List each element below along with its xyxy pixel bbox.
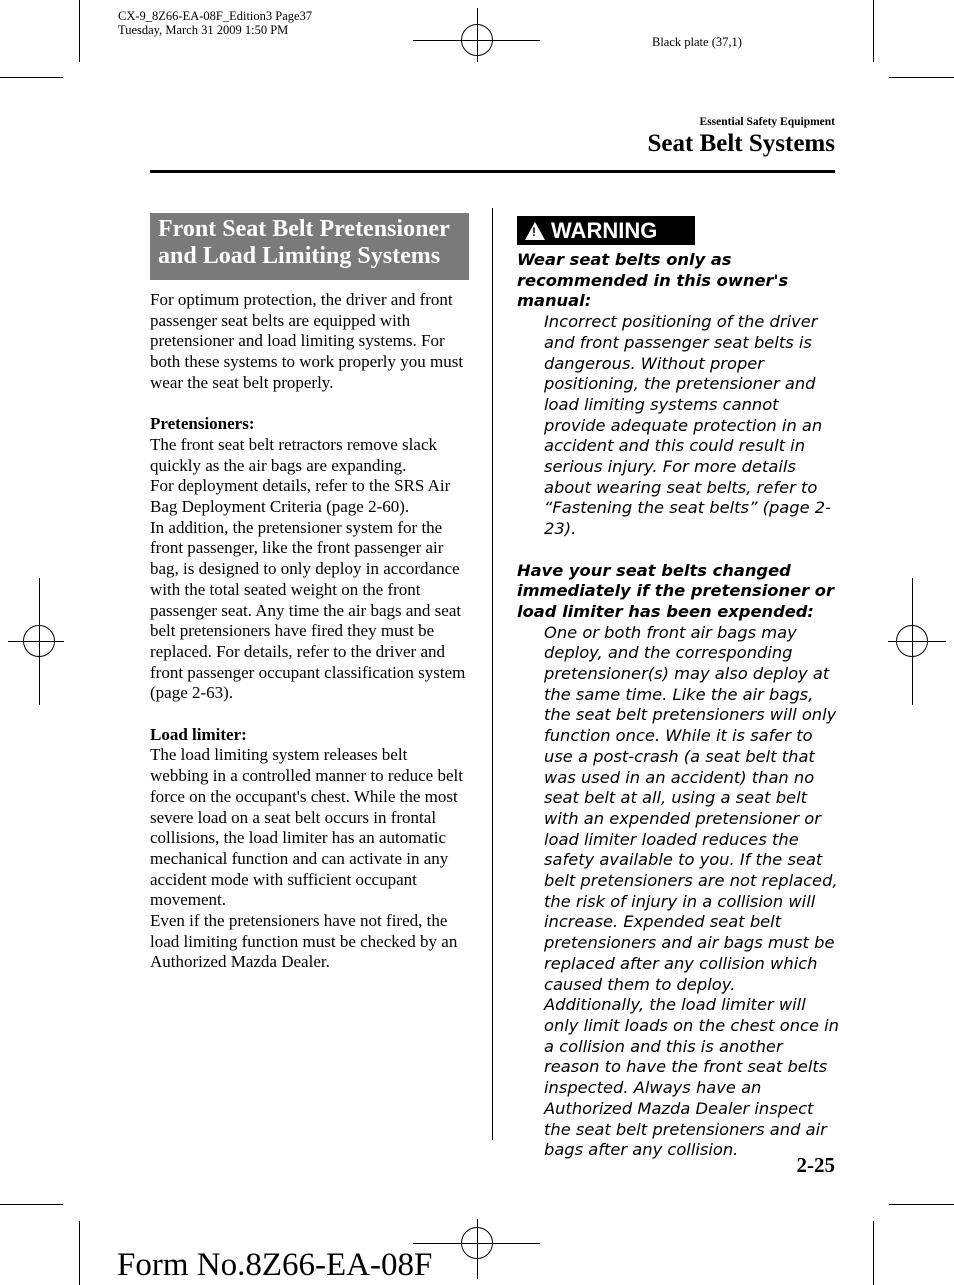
print-job-line-1: CX-9_8Z66-EA-08F_Edition3 Page37 [118,9,313,23]
left-column-body [150,290,469,973]
pretensioners-paragraph: In addition, the pretensioner system for the front passenger, like the front passenger air bag, is designed to only deploy in accordance with the total seated weight on the front passenger seat. Any time the air bags and seat belt pretensioners have fired they must be replaced. For details, refer to the driver and front passenger occupant classification system (page 2-63). [150,517,466,703]
registration-target-icon [896,625,928,657]
crop-mark [79,1221,80,1285]
load-limiter-paragraph: Even if the pretensioners have not fired, the load limiting function must be checked by an Authorized Mazda Dealer. [150,911,458,972]
pretensioners-heading: Pretensioners: [150,414,255,434]
warning-label: WARNING [551,218,658,243]
page-title: Seat Belt Systems [647,130,835,157]
pretensioners-paragraph: For deployment details, refer to the SRS Air Bag Deployment Criteria (page 2-60). [150,476,451,517]
header-rule [150,170,835,173]
intro-paragraph: For optimum protection, the driver and front passenger seat belts are equipped with pretensioner and load limiting systems. For both these systems to work properly you must wear the seat belt properly. [150,290,464,392]
crop-mark [79,0,80,62]
load-limiter-paragraph: The load limiting system releases belt webbing in a controlled manner to reduce belt force on the occupant's chest. While the most severe load on a seat belt occurs in frontal collisions, the load limiter has an automatic mechanical function and can activate in any accident mode with sufficient occupant movement. [150,745,463,910]
pretensioners-paragraph: The front seat belt retractors remove slack quickly as the air bags are expanding. [150,434,437,475]
crop-mark [0,77,63,78]
section-heading [150,213,469,280]
crop-mark [889,77,954,78]
warning-lead: Have your seat belts changed immediately if the pretensioner or load limiter has been expended: [517,560,835,621]
crop-mark [0,1204,63,1205]
chapter-label: Essential Safety Equipment [699,116,835,128]
load-limiter-heading: Load limiter: [150,724,247,744]
plate-label: Black plate (37,1) [652,35,742,49]
form-number: Form No.8Z66-EA-08F [117,1247,433,1283]
registration-target-icon [461,24,493,56]
registration-target-icon [461,1227,493,1259]
registration-target-icon [23,625,55,657]
warning-lead: Wear seat belts only as recommended in this owner's manual: [517,250,789,311]
warning-badge [517,216,695,245]
warning-detail: One or both front air bags may deploy, and the corresponding pretensioner(s) may also deploy at the same time. Like the air bags, the seat belt pretensioners will only function once. While it is safer to use a post-crash (a seat belt that was used in an accident) than no seat belt at all, using a seat belt with an expended pretensioner or load limiter loaded reduces the safety available to you. If the seat belt pretensioners are not replaced, the risk of injury in a collision will increase. Expended seat belt pretensioners and air bags must be replaced after any collision which caused them to deploy. Additionally, the load limiter will only limit loads on the chest once in a collision and this is another reason to have the front seat belts inspected. Always have an Authorized Mazda Dealer inspect the seat belt pretensioners and air bags after any collision. [544,622,840,1160]
section-heading-line-2: and Load Limiting Systems [158,243,441,269]
section-heading-line-1: Front Seat Belt Pretensioner [158,216,450,242]
warning-body [517,250,839,1161]
crop-mark [873,1221,874,1285]
print-job-info [118,9,312,37]
crop-mark [889,1204,954,1205]
column-divider [492,208,493,1140]
page-number: 2-25 [796,1153,835,1177]
warning-triangle-icon: ! [525,222,545,240]
crop-mark [873,0,874,62]
print-job-line-2: Tuesday, March 31 2009 1:50 PM [118,23,289,37]
warning-detail: Incorrect positioning of the driver and front passenger seat belts is dangerous. Without proper positioning, the pretensioner and load limiting systems cannot provide adequate protection in an accident and this could result in serious injury. For more details about wearing seat belts, refer to “Fastening the seat belts” (page 2-23). [544,312,832,539]
